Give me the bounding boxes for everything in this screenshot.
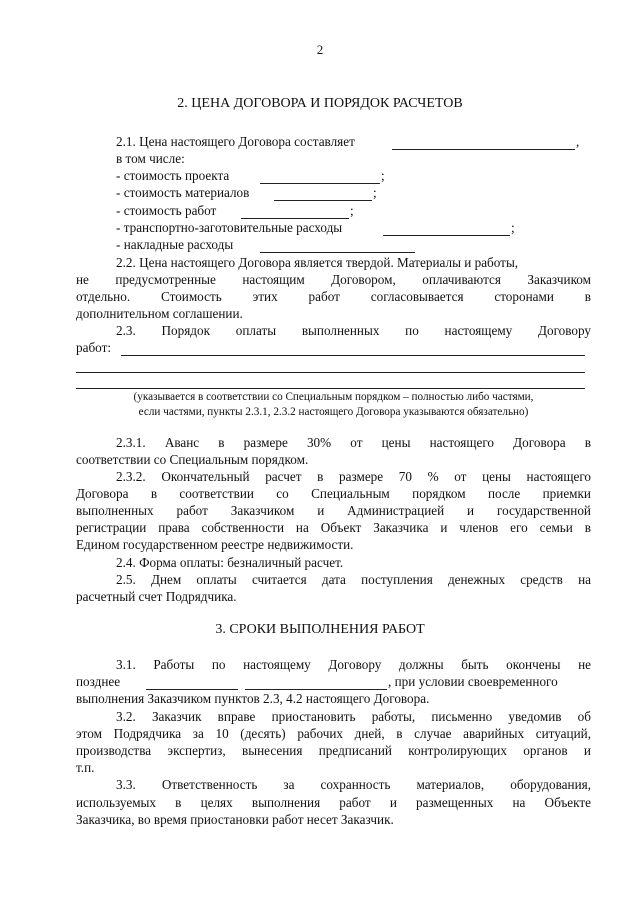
cost-item-end: ; [350, 203, 354, 218]
clause-2-3-works: работ: [76, 340, 112, 355]
blank-payment-order-1 [121, 355, 585, 356]
clause-3-3-line: используемых в целях выполнения работ и размещенных на Объекте [76, 795, 591, 810]
cost-item-label: - стоимость работ [116, 203, 217, 218]
clause-3-1-condition: , при условии своевременного [388, 674, 558, 689]
clause-3-1-line: выполнения Заказчиком пунктов 2.3, 4.2 настоящего Договора. [76, 691, 430, 706]
cost-item-end: ; [373, 185, 377, 200]
cost-item-label: - стоимость материалов [116, 185, 250, 200]
cost-item-end: ; [381, 168, 385, 183]
blank-deadline-1 [146, 689, 238, 690]
blank-works-cost [241, 218, 349, 219]
clause-2-3-1-line: соответствии со Специальным порядком. [76, 452, 309, 467]
blank-payment-order-2 [76, 372, 585, 373]
clause-2-3-2-line: регистрации права собственности на Объект Заказчика и членов его семьи в [76, 520, 591, 535]
clause-3-3-line: Заказчика, во время приостановки работ несет Заказчик. [76, 812, 394, 827]
clause-2-4: 2.4. Форма оплаты: безналичный расчет. [116, 555, 344, 570]
clause-2-3-line: 2.3. Порядок оплаты выполненных по настоящему Договору [116, 323, 591, 338]
note-line: (указывается в соответствии со Специальным порядком – полностью либо частями, [133, 391, 534, 403]
clause-3-2-line: этом Подрядчика за 10 (десять) рабочих дней, в случае аварийных ситуаций, [76, 726, 591, 741]
clause-2-3-2-line: выполненных работ Заказчиком и Администрацией и государственной [76, 503, 591, 518]
note-line: если частями, пункты 2.3.1, 2.3.2 настоящего Договора указываются обязательно) [138, 406, 529, 418]
page-number: 2 [316, 42, 324, 57]
clause-3-3-line: 3.3. Ответственность за сохранность материалов, оборудования, [116, 777, 591, 792]
clause-2-1-intro: 2.1. Цена настоящего Договора составляет [116, 134, 355, 149]
clause-2-1-including: в том числе: [116, 151, 185, 166]
clause-2-5-line: расчетный счет Подрядчика. [76, 589, 237, 604]
clause-2-2-line: 2.2. Цена настоящего Договора является твердой. Материалы и работы, [116, 255, 519, 270]
clause-2-3-2-line: Едином государственном реестре недвижимости. [76, 537, 354, 552]
section-3-heading: 3. СРОКИ ВЫПОЛНЕНИЯ РАБОТ [215, 622, 425, 637]
clause-2-3-2-line: 2.3.2. Окончательный расчет в размере 70 % от цены настоящего [116, 469, 591, 484]
blank-payment-order-3 [76, 388, 585, 389]
clause-2-5-line: 2.5. Днем оплаты считается дата поступления денежных средств на [116, 572, 591, 587]
blank-deadline-2 [245, 689, 387, 690]
clause-2-3-note [76, 390, 591, 420]
cost-item-label: - транспортно-заготовительные расходы [116, 220, 343, 235]
clause-3-1-no-later: позднее [76, 674, 121, 689]
clause-2-3-2-line: Договора в соответствии со Специальным порядком после приемки [76, 486, 591, 501]
clause-3-2-line: 3.2. Заказчик вправе приостановить работы, письменно уведомив об [116, 709, 591, 724]
cost-item-label: - стоимость проекта [116, 168, 230, 183]
clause-2-2-line: отдельно. Стоимость этих работ согласовывается сторонами в [76, 289, 591, 304]
blank-overhead-costs [260, 252, 415, 253]
cost-item-label: - накладные расходы [116, 237, 234, 252]
section-2-heading: 2. ЦЕНА ДОГОВОРА И ПОРЯДОК РАСЧЕТОВ [177, 96, 463, 111]
blank-materials-cost [274, 200, 372, 201]
clause-3-2-line: т.п. [76, 760, 95, 775]
clause-2-3-1-line: 2.3.1. Аванс в размере 30% от цены настоящего Договора в [116, 435, 591, 450]
blank-project-cost [260, 183, 380, 184]
clause-2-2-line: дополнительном соглашении. [76, 306, 243, 321]
clause-2-1-comma: , [576, 134, 580, 149]
blank-transport-costs [383, 235, 510, 236]
clause-3-1-line: 3.1. Работы по настоящему Договору должны быть окончены не [116, 657, 591, 672]
clause-2-2-line: не предусмотренные настоящим Договором, оплачиваются Заказчиком [76, 272, 591, 287]
blank-total-price [392, 149, 575, 150]
cost-item-end: ; [511, 220, 515, 235]
clause-3-2-line: производства экспертиз, вынесения предписаний контролирующих органов и [76, 743, 591, 758]
